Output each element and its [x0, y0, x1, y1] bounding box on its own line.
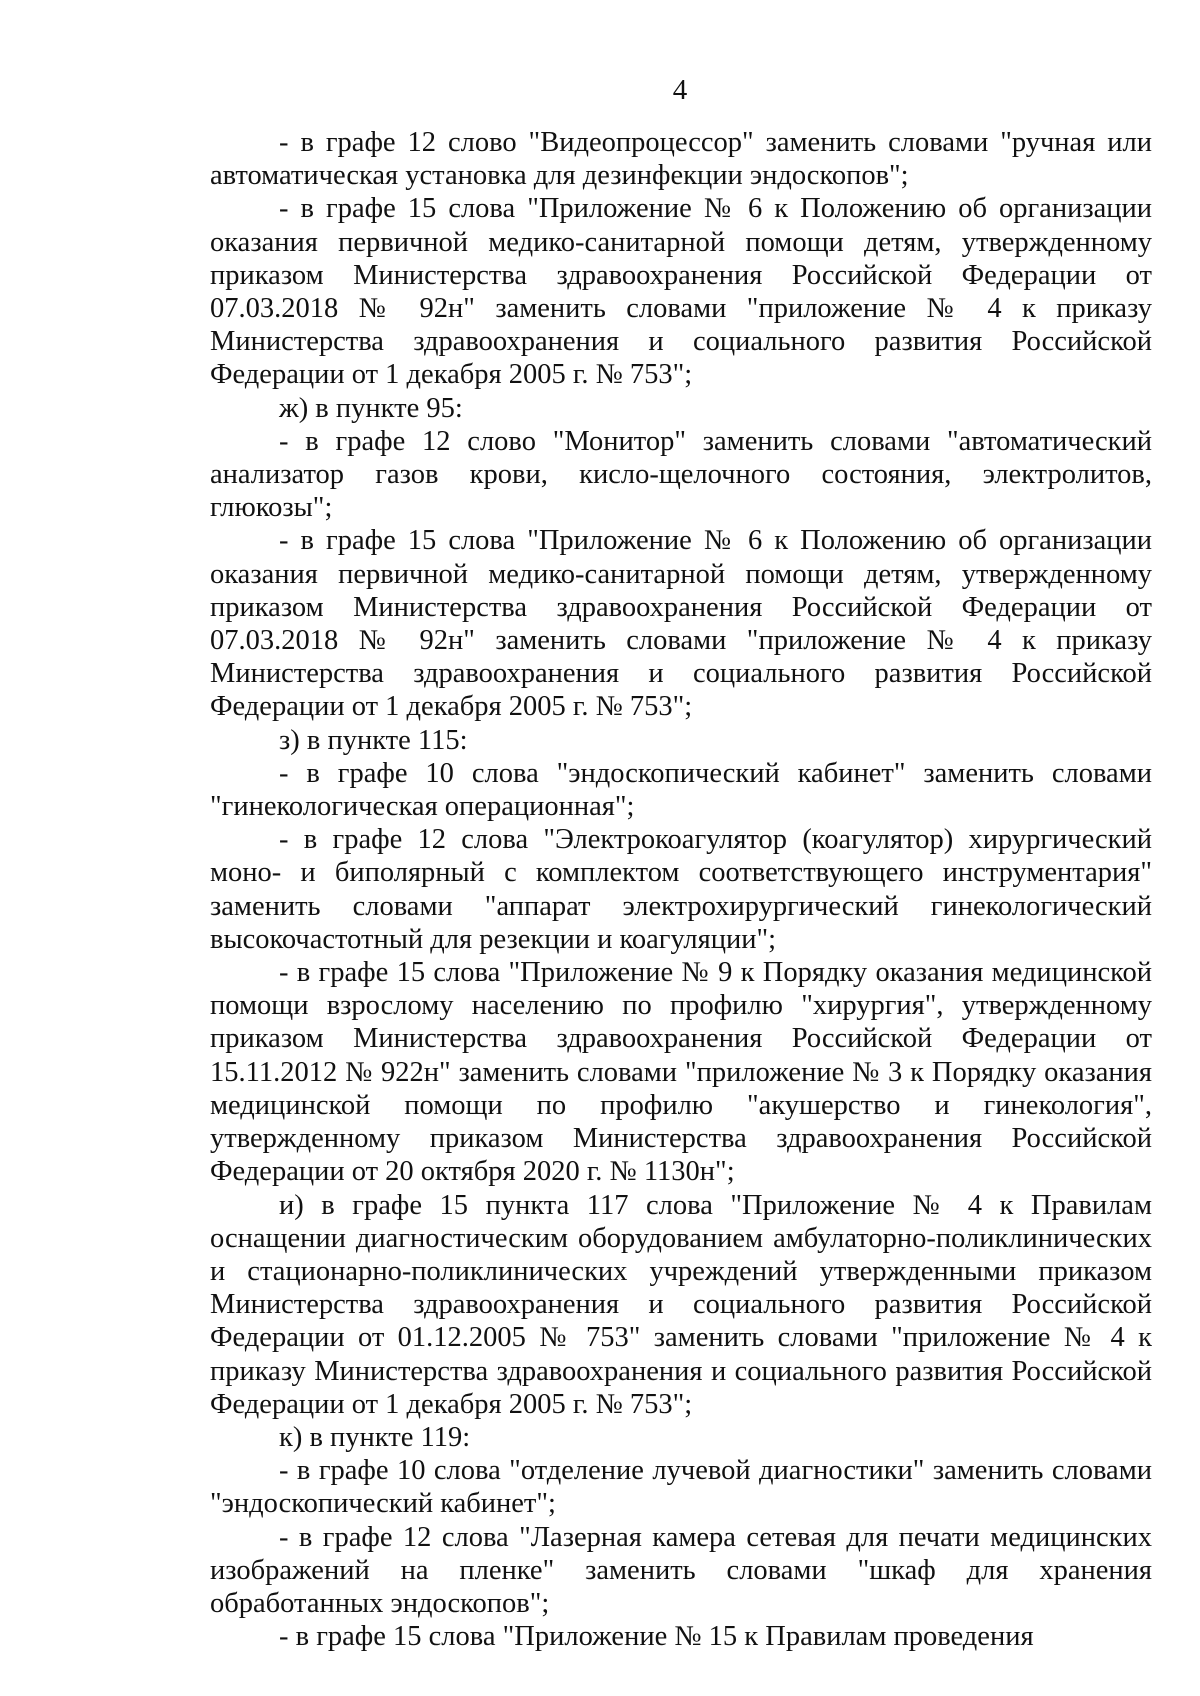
paragraph-graph12-laser-camera: - в графе 12 слова "Лазерная камера сетевая для печати медицинских изображений на пленке" заменить словами "шкаф для хранения обработанных эндоскопов"; [210, 1521, 1152, 1619]
paragraph-item-zh: ж) в пункте 95: [279, 392, 463, 424]
paragraph-graph12-electrocoagulator: - в графе 12 слова "Электрокоагулятор (коагулятор) хирургический моно- и биполярный с комплектом соответствующего инструментария" заменить словами "аппарат электрохирургический гинекологический высокочастотный для резекции и коагуляции"; [210, 824, 1152, 955]
paragraph-graph12-monitor: - в графе 12 слово "Монитор" заменить словами "автоматический анализатор газов крови, кисло-щелочного состояния, электролитов, глюкозы"; [210, 425, 1152, 524]
paragraph-graph15-appendix6: - в графе 15 слова "Приложение № 6 к Положению об организации оказания первичной медико-санитарной помощи детям, утвержденному приказом Министерства здравоохранения Российской Федерации от 07.03.2018 № 92н" заменить словами "приложение № 4 к приказу Министерства здравоохранения и социального развития Российской Федерации от 1 декабря 2005 г. № 753"; [210, 193, 1152, 391]
paragraph-graph10-endoscopic: - в графе 10 слова "эндоскопический кабинет" заменить словами "гинекологическая операционная"; [210, 757, 1152, 823]
paragraph-item-i: и) в графе 15 пункта 117 слова "Приложение № 4 к Правилам оснащении диагностическим оборудованием амбулаторно-поликлинических и стационарно-поликлинических учреждений утвержденными приказом Министерства здравоохранения и социального развития Российской Федерации от 01.12.2005 № 753" заменить словами "приложение № 4 к приказу Министерства здравоохранения и социального развития Российской Федерации от 1 декабря 2005 г. № 753"; [210, 1189, 1152, 1420]
paragraph-graph15-appendix15: - в графе 15 слова "Приложение № 15 к Правилам проведения [279, 1621, 1034, 1653]
page-number: 4 [672, 74, 688, 106]
paragraph-item-z: з) в пункте 115: [279, 724, 468, 756]
paragraph-item-k: к) в пункте 119: [279, 1421, 471, 1453]
paragraph-graph10-radiology: - в графе 10 слова "отделение лучевой диагностики" заменить словами "эндоскопический кабинет"; [210, 1455, 1152, 1520]
paragraph-graph15-appendix6-second: - в графе 15 слова "Приложение № 6 к Положению об организации оказания первичной медико-санитарной помощи детям, утвержденному приказом Министерства здравоохранения Российской Федерации от 07.03.2018 № 92н" заменить словами "приложение № 4 к приказу Министерства здравоохранения и социального развития Российской Федерации от 1 декабря 2005 г. № 753"; [210, 525, 1152, 723]
document-body [210, 126, 1152, 1653]
paragraph-graph12-videoprocessor: - в графе 12 слово "Видеопроцессор" заменить словами "ручная или автоматическая установка для дезинфекции эндоскопов"; [210, 127, 1152, 192]
paragraph-graph15-appendix9: - в графе 15 слова "Приложение № 9 к Порядку оказания медицинской помощи взрослому населению по профилю "хирургия", утвержденному приказом Министерства здравоохранения Российской Федерации от 15.11.2012 № 922н" заменить словами "приложение № 3 к Порядку оказания медицинской помощи по профилю "акушерство и гинекология", утвержденному приказом Министерства здравоохранения Российской Федерации от 20 октября 2020 г. № 1130н"; [210, 957, 1152, 1188]
